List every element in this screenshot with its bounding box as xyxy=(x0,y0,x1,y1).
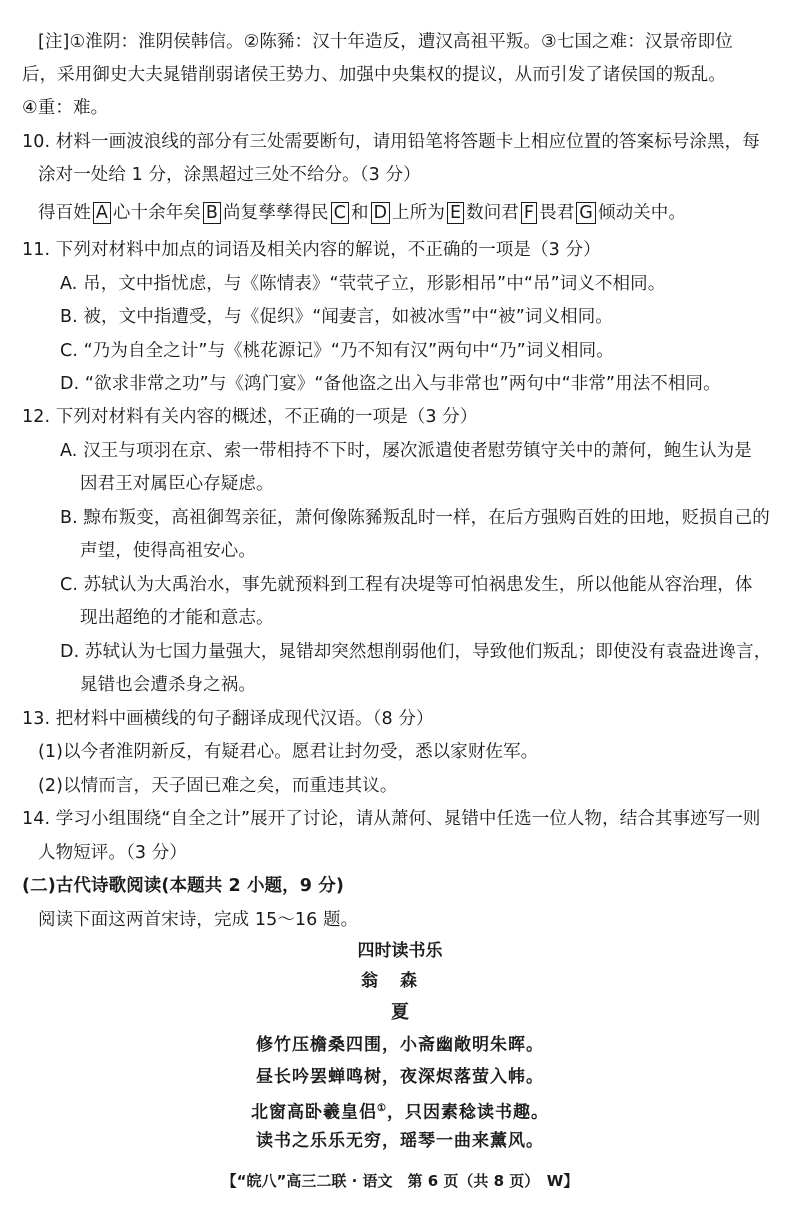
question-12-option-a-cont: 因君王对属臣心存疑虑。 xyxy=(80,474,274,494)
question-12-option-a: A. 汉王与项羽在京、索一带相持不下时，屡次派遣使者慰劳镇守关中的萧何，鲍生认为是 xyxy=(60,441,752,461)
answer-marker-c[interactable]: C xyxy=(331,202,349,224)
question-13-sub-1: (1)以今者淮阴新反，有疑君心。愿君让封勿受，悉以家财佐军。 xyxy=(38,742,539,762)
question-12-option-c: C. 苏轼认为大禹治水，事先就预料到工程有决堤等可怕祸患发生，所以他能从容治理，体 xyxy=(60,575,753,595)
answer-marker-b[interactable]: B xyxy=(203,202,221,224)
question-12-option-c-cont: 现出超绝的才能和意志。 xyxy=(80,608,274,628)
poem-line-3-part-1: 北窗高卧羲皇侣 xyxy=(251,1102,378,1123)
answer-marker-e[interactable]: E xyxy=(447,202,464,224)
sentence-segment: 上所为 xyxy=(392,203,445,223)
note-line-1: [注]①淮阴：淮阴侯韩信。②陈豨：汉十年造反，遭汉高祖平叛。③七国之难：汉景帝即位 xyxy=(38,32,733,52)
note-line-2: 后，采用御史大夫晁错削弱诸侯王势力、加强中央集权的提议，从而引发了诸侯国的叛乱。 xyxy=(22,65,726,85)
question-14-stem-1: 14. 学习小组围绕“自全之计”展开了讨论，请从萧何、晁错中任选一位人物，结合其事迹写一则 xyxy=(22,809,761,829)
question-11-stem: 11. 下列对材料中加点的词语及相关内容的解说，不正确的一项是（3 分） xyxy=(22,240,601,260)
sentence-segment: 倾动关中。 xyxy=(597,203,686,223)
poem-season: 夏 xyxy=(391,1002,409,1023)
footnote-marker: ① xyxy=(377,1103,387,1114)
note-line-3: ④重：难。 xyxy=(22,98,109,118)
answer-marker-g[interactable]: G xyxy=(576,202,596,224)
question-10-stem-1: 10. 材料一画波浪线的部分有三处需要断句，请用铅笔将答题卡上相应位置的答案标号涂黑，每 xyxy=(22,132,760,152)
question-13-stem: 13. 把材料中画横线的句子翻译成现代汉语。（8 分） xyxy=(22,709,434,729)
sentence-segment: 和 xyxy=(350,203,369,223)
sentence-segment: 得百姓 xyxy=(38,203,91,223)
question-12-stem: 12. 下列对材料有关内容的概述，不正确的一项是（3 分） xyxy=(22,407,478,427)
poem-author: 翁森 xyxy=(361,971,439,991)
poem-line-3 xyxy=(0,1096,800,1126)
poem-title: 四时读书乐 xyxy=(357,941,443,961)
question-10-stem-2: 涂对一处给 1 分，涂黑超过三处不给分。（3 分） xyxy=(38,165,421,185)
answer-marker-d[interactable]: D xyxy=(371,202,391,224)
question-12-option-b-cont: 声望，使得高祖安心。 xyxy=(80,541,256,561)
sentence-segment: 尚复孳孳得民 xyxy=(223,203,329,223)
poem-line-2: 昼长吟罢蝉鸣树，夜深烬落萤入帏。 xyxy=(256,1067,544,1087)
question-10-sentence xyxy=(38,201,686,225)
sentence-segment: 心十余年矣 xyxy=(112,203,201,223)
section-heading: (二)古代诗歌阅读(本题共 2 小题，9 分) xyxy=(22,876,344,896)
poem-line-3-part-2: ，只因素稔读书趣。 xyxy=(386,1102,549,1123)
poem-line-4: 读书之乐乐无穷，瑶琴一曲来薰风。 xyxy=(256,1131,544,1151)
question-14-stem-2: 人物短评。（3 分） xyxy=(38,843,187,863)
question-13-sub-2: (2)以情而言，天子固已难之矣，而重违其议。 xyxy=(38,776,398,796)
sentence-segment: 数问君 xyxy=(466,203,519,223)
question-11-option-a: A. 吊，文中指忧虑，与《陈情表》“茕茕孑立，形影相吊”中“吊”词义不相同。 xyxy=(60,274,666,294)
question-12-option-d: D. 苏轼认为七国力量强大，晁错却突然想削弱他们，导致他们叛乱；即使没有袁盎进谗言， xyxy=(60,642,772,662)
question-11-option-b: B. 被，文中指遭受，与《促织》“闻妻言，如被冰雪”中“被”词义相同。 xyxy=(60,307,613,327)
question-11-option-c: C. “乃为自全之计”与《桃花源记》“乃不知有汉”两句中“乃”词义相同。 xyxy=(60,341,614,361)
question-12-option-b: B. 黥布叛变，高祖御驾亲征，萧何像陈豨叛乱时一样，在后方强购百姓的田地，贬损自己的 xyxy=(60,508,770,528)
answer-marker-a[interactable]: A xyxy=(93,202,111,224)
page-footer: 【“皖八”高三二联 · 语文 第 6 页（共 8 页） W】 xyxy=(221,1172,579,1190)
poem-line-1: 修竹压檐桑四围，小斋幽敞明朱晖。 xyxy=(256,1035,544,1055)
question-12-option-d-cont: 晁错也会遭杀身之祸。 xyxy=(80,675,256,695)
question-11-option-d: D. “欲求非常之功”与《鸿门宴》“备他盗之出入与非常也”两句中“非常”用法不相同。 xyxy=(60,374,721,394)
answer-marker-f[interactable]: F xyxy=(521,202,537,224)
section-intro: 阅读下面这两首宋诗，完成 15～16 题。 xyxy=(38,910,359,930)
sentence-segment: 畏君 xyxy=(539,203,575,223)
